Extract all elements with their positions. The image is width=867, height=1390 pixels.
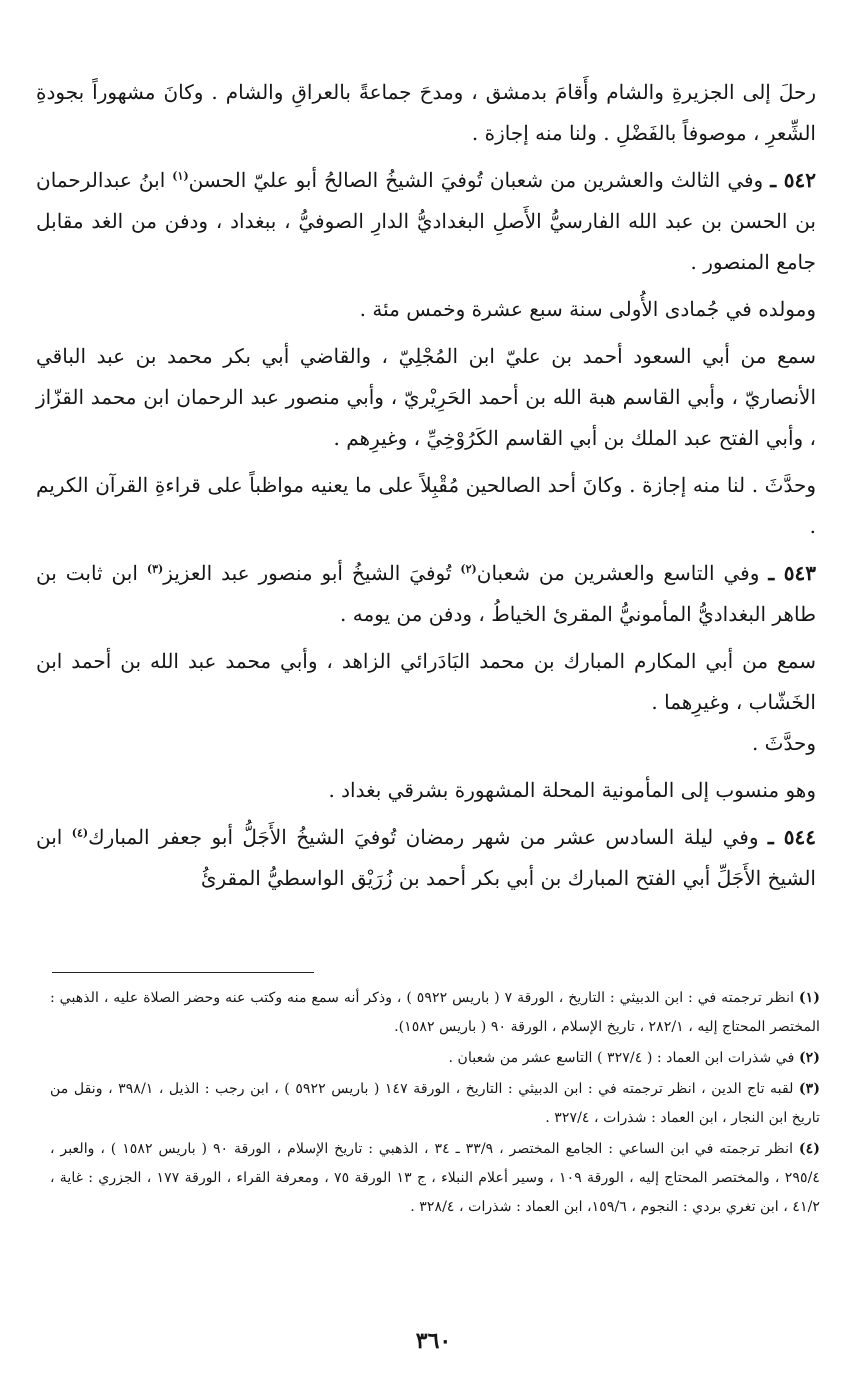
page-number: ٣٦٠	[415, 1328, 452, 1354]
entry-543	[36, 553, 816, 635]
footnote-number: (١)	[798, 990, 820, 1006]
footnote	[50, 1044, 820, 1073]
footnote-marker: (٢)	[460, 562, 477, 576]
entry-text: وفي التاسع والعشرين من شعبان	[476, 561, 760, 585]
footnote-marker: (٣)	[146, 562, 164, 576]
footnote	[50, 984, 820, 1042]
footnote-number: (٣)	[798, 1081, 820, 1097]
footnote-text: في شذرات ابن العماد : ( ٣٢٧/٤ ) التاسع عشر من شعبان .	[448, 1050, 795, 1066]
paragraph: رحلَ إلى الجزيرةِ والشام وأَقامَ بدمشق ، ومدحَ جماعةً بالعراقِ والشام . وكانَ مشهوراً بجودةِ الشِّعرِ ، موصوفاً بالفَضْلِ . ولنا منه إجازة .	[36, 80, 816, 145]
paragraph: سمع من أبي المكارم المبارك بن محمد البَادَرائي الزاهد ، وأبي محمد عبد الله بن أحمد ابن الخَشّاب ، وغيرِهما .	[36, 649, 816, 714]
entry-number: ٥٤٣ ـ	[768, 561, 816, 585]
entry-text: ابنُ عبدالرحمان بن الحسن بن عبد الله الفارسيُّ الأَصلِ البغداديُّ الدارِ الصوفيُّ ، ببغداد ، ودفن من الغد مقابل جامع المنصور .	[36, 168, 816, 274]
footnotes	[50, 984, 820, 1224]
footnote-number: (٢)	[798, 1050, 820, 1066]
entry-text: وفي الثالث والعشرين من شعبان تُوفيَ الشيخُ الصالحُ أبو عليّ الحسن	[188, 168, 764, 192]
footnote-marker: (٤)	[71, 826, 89, 840]
paragraph: ومولده في جُمادى الأُولى سنة سبع عشرة وخمس مئة .	[359, 297, 816, 321]
footnote-text: انظر ترجمته في : ابن الدبيثي : التاريخ ، الورقة ٧ ( باريس ٥٩٢٢ ) ، وذكر أنه سمع منه وكتب عنه وحضر الصلاة عليه ، الذهبي : المختصر المحتاج إليه ، ٢٨٢/١ ، تاريخ الإسلام ، الورقة ٩٠ ( باريس ١٥٨٢).	[50, 990, 820, 1035]
entry-number: ٥٤٢ ـ	[770, 168, 817, 192]
entry-text: تُوفيَ الشيخُ أبو منصور عبد العزيز	[163, 561, 461, 585]
entry-542	[36, 160, 816, 283]
paragraph: سمع من أبي السعود أحمد بن عليّ ابن المُجْلِيّ ، والقاضي أبي بكر محمد بن عبد الباقي الأنصاريّ ، وأبي القاسم هبة الله بن أحمد الحَرِيْريّ ، وأبي منصور عبد الرحمان ابن محمد القزّاز ، وأبي الفتح عبد الملك بن أبي القاسم الكَرُوْخِيِّ ، وغيرِهم .	[36, 344, 816, 450]
entry-text: وفي ليلة السادس عشر من شهر رمضان تُوفيَ الشيخُ الأَجَلُّ أبو جعفر المبارك	[88, 825, 759, 849]
entry-text: ابن ثابت بن طاهر البغداديُّ المأمونيُّ المقرئ الخياطُ ، ودفن من يومه .	[36, 561, 816, 626]
footnote	[50, 1135, 820, 1222]
entry-number: ٥٤٤ ـ	[767, 825, 816, 849]
footnote-separator	[52, 972, 314, 973]
entry-544	[36, 817, 816, 899]
main-text	[36, 72, 816, 899]
paragraph: وحدَّثَ . لنا منه إجازة . وكانَ أحد الصالحين مُقْبِلاً على ما يعنيه مواظباً على قراءةِ القرآن الكريم .	[36, 473, 816, 538]
paragraph: وحدَّثَ .	[751, 731, 816, 755]
footnote-text: انظر ترجمته في ابن الساعي : الجامع المختصر ، ٣٣/٩ ـ ٣٤ ، الذهبي : تاريخ الإسلام ، الورقة ٩٠ ( باريس ١٥٨٢ ) ، والعبر ، ٢٩٥/٤ ، والمختصر المحتاج إليه ، الورقة ١٠٩ ، وسير أعلام النبلاء ، ج ١٣ الورقة ٧٥ ، ومعرفة القراء ، الورقة ١٧٧ ، الجزري : غاية ، ٤١/٢ ، ابن تغري بردي : النجوم ، ١٥٩/٦، ابن العماد : شذرات ، ٣٢٨/٤ .	[50, 1141, 820, 1215]
footnote	[50, 1075, 820, 1133]
footnote-text: لقبه تاج الدين ، انظر ترجمته في : ابن الدبيثي : التاريخ ، الورقة ١٤٧ ( باريس ٥٩٢٢ ) ، ابن رجب : الذيل ، ٣٩٨/١ ، ونقل من تاريخ ابن النجار ، ابن العماد : شذرات ، ٣٢٧/٤ .	[50, 1081, 820, 1126]
paragraph: وهو منسوب إلى المأمونية المحلة المشهورة بشرقي بغداد .	[328, 778, 816, 802]
footnote-marker: (١)	[172, 169, 189, 183]
entry-text: ابن الشيخ الأَجَلِّ أبي الفتح المبارك بن أبي بكر أحمد بن زُرَيْق الواسطيُّ المقرئُ	[36, 825, 816, 890]
footnote-number: (٤)	[798, 1141, 820, 1157]
